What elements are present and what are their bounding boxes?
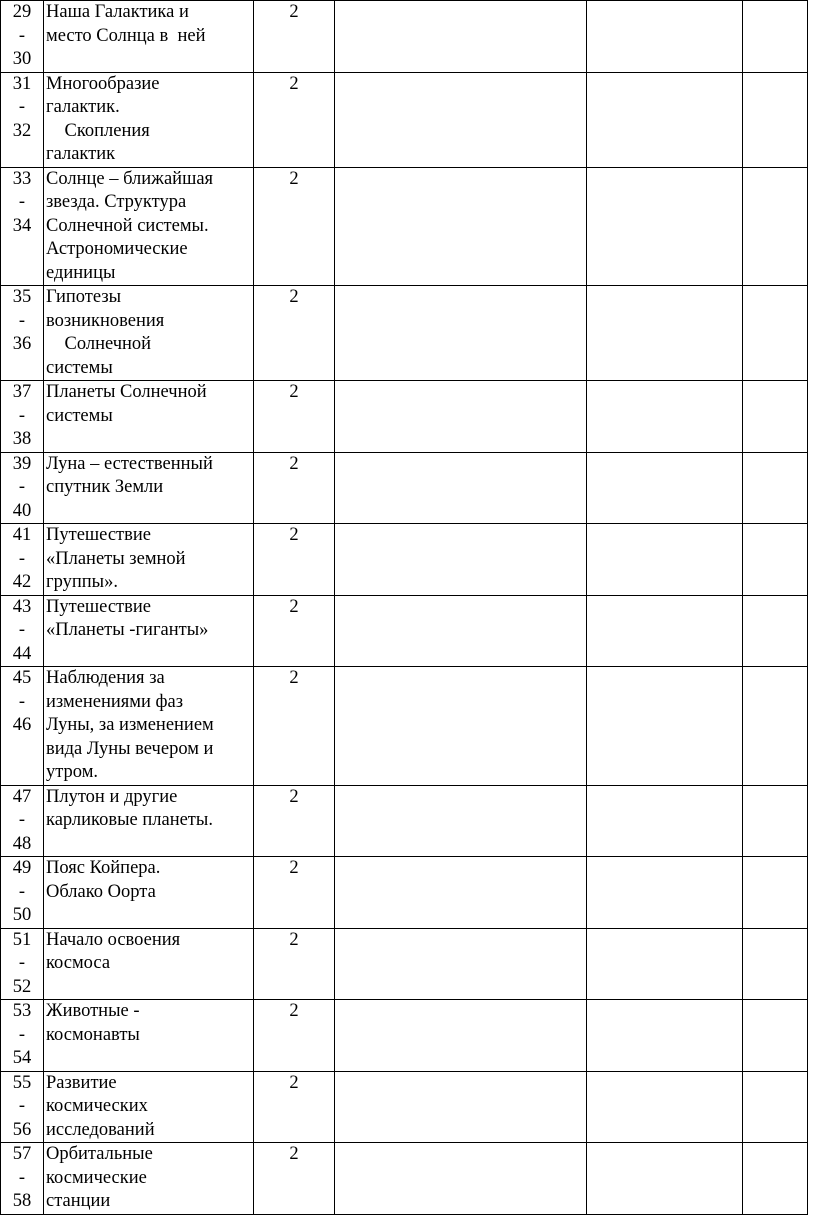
lesson-topic-line: Луна – естественный <box>46 453 213 474</box>
lesson-number-cell <box>1 1 44 73</box>
lesson-topic-cell <box>44 1000 254 1072</box>
date-actual-cell <box>587 1071 743 1143</box>
lesson-topic-line: Облако Оорта <box>46 881 156 902</box>
lesson-topic-cell <box>44 785 254 857</box>
lesson-number: 45 <box>12 668 32 688</box>
lesson-topic-line: Скопления <box>46 120 150 141</box>
lesson-number: 40 <box>12 500 32 521</box>
date-actual-cell <box>587 595 743 667</box>
lesson-number: 56 <box>12 1119 32 1140</box>
lesson-topic-cell <box>44 524 254 596</box>
date-planned-cell <box>335 381 587 453</box>
hours-cell: 2 <box>254 1143 335 1215</box>
hours-cell: 2 <box>254 1 335 73</box>
lesson-topic-line: единицы <box>46 262 116 283</box>
hours-cell: 2 <box>254 452 335 524</box>
hours-cell: 2 <box>254 167 335 286</box>
lesson-topic-line: «Планеты -гиганты» <box>46 620 209 640</box>
lesson-number-dash: - <box>18 477 26 497</box>
lesson-number-dash: - <box>18 192 26 212</box>
lesson-topic-cell <box>44 928 254 1000</box>
lesson-number-dash: - <box>18 548 26 569</box>
date-planned-cell <box>335 286 587 381</box>
lesson-topic-line: звезда. Структура <box>46 192 187 212</box>
hours-cell: 2 <box>254 1000 335 1072</box>
lesson-number: 52 <box>12 976 32 997</box>
lesson-number-cell <box>1 72 44 167</box>
lesson-number: 30 <box>12 49 32 69</box>
lesson-number-dash: - <box>18 810 26 830</box>
table-row <box>1 1000 808 1072</box>
lesson-topic-line: системы <box>46 405 113 426</box>
date-planned-cell <box>335 785 587 857</box>
hours-cell: 2 <box>254 928 335 1000</box>
date-planned-cell <box>335 667 587 786</box>
lesson-topic-line: Планеты Солнечной <box>46 382 207 402</box>
lesson-number: 47 <box>12 786 32 807</box>
lesson-number: 34 <box>12 215 32 236</box>
lesson-number-cell <box>1 167 44 286</box>
table-row <box>1 452 808 524</box>
lesson-number: 55 <box>12 1072 32 1093</box>
lesson-topic-line: станции <box>46 1191 111 1211</box>
lesson-number: 44 <box>12 643 32 664</box>
hours-cell: 2 <box>254 286 335 381</box>
lesson-topic-line: Путешествие <box>46 525 151 545</box>
hours-cell: 2 <box>254 667 335 786</box>
lesson-topic-line: вида Луны вечером и <box>46 738 214 759</box>
lesson-number: 51 <box>12 929 32 950</box>
lesson-number: 53 <box>12 1001 32 1021</box>
date-actual-cell <box>587 928 743 1000</box>
date-actual-cell <box>587 857 743 929</box>
date-planned-cell <box>335 1071 587 1143</box>
lesson-topic-cell <box>44 286 254 381</box>
lesson-topic-cell <box>44 1 254 73</box>
lesson-number-dash: - <box>18 691 26 712</box>
notes-cell <box>743 928 808 1000</box>
lesson-number: 31 <box>12 73 32 94</box>
date-planned-cell <box>335 857 587 929</box>
lesson-number-cell <box>1 1000 44 1072</box>
date-planned-cell <box>335 72 587 167</box>
lesson-topic-cell <box>44 72 254 167</box>
lesson-topic-line: галактик. <box>46 97 120 117</box>
lesson-number-cell <box>1 524 44 596</box>
notes-cell <box>743 72 808 167</box>
lesson-number: 57 <box>12 1144 32 1164</box>
lesson-topic-line: космических <box>46 1096 148 1116</box>
lesson-number-cell <box>1 667 44 786</box>
date-planned-cell <box>335 1 587 73</box>
lesson-topic-line: Гипотезы <box>46 287 122 307</box>
lesson-number: 41 <box>12 525 32 545</box>
lesson-topic-line: Путешествие <box>46 596 151 617</box>
date-planned-cell <box>335 452 587 524</box>
lesson-topic-cell <box>44 667 254 786</box>
hours-cell: 2 <box>254 857 335 929</box>
hours-cell: 2 <box>254 1071 335 1143</box>
hours-cell: 2 <box>254 595 335 667</box>
lesson-number-dash: - <box>18 25 26 46</box>
date-actual-cell <box>587 452 743 524</box>
lesson-number-cell <box>1 595 44 667</box>
lesson-number-dash: - <box>18 620 26 640</box>
notes-cell <box>743 381 808 453</box>
date-planned-cell <box>335 928 587 1000</box>
lesson-topic-line: Солнце – ближайшая <box>46 168 214 189</box>
lesson-topic-line: Солнечной системы. <box>46 215 209 236</box>
lesson-number-cell <box>1 928 44 1000</box>
notes-cell <box>743 857 808 929</box>
lesson-topic-line: космонавты <box>46 1024 140 1045</box>
lesson-topic-cell <box>44 595 254 667</box>
lesson-topic-cell <box>44 452 254 524</box>
lesson-number-dash: - <box>18 310 26 331</box>
notes-cell <box>743 1 808 73</box>
lesson-topic-line: утром. <box>46 762 99 782</box>
date-actual-cell <box>587 167 743 286</box>
lesson-number: 42 <box>12 572 32 592</box>
lesson-topic-line: Астрономические <box>46 239 188 259</box>
lesson-number: 38 <box>12 429 32 449</box>
table-row <box>1 1 808 73</box>
lesson-topic-cell <box>44 167 254 286</box>
lesson-number-cell <box>1 1071 44 1143</box>
date-actual-cell <box>587 1000 743 1072</box>
date-actual-cell <box>587 72 743 167</box>
lesson-number-cell <box>1 381 44 453</box>
lesson-topic-line: космические <box>46 1167 147 1188</box>
table-row <box>1 286 808 381</box>
lesson-number: 58 <box>12 1191 32 1211</box>
lesson-topic-line: карликовые планеты. <box>46 810 213 830</box>
hours-cell: 2 <box>254 785 335 857</box>
lesson-topic-line: возникновения <box>46 310 165 331</box>
lesson-topic-line: Плутон и другие <box>46 786 178 807</box>
notes-cell <box>743 286 808 381</box>
table-row <box>1 72 808 167</box>
lesson-number: 33 <box>12 168 32 189</box>
notes-cell <box>743 1071 808 1143</box>
date-planned-cell <box>335 595 587 667</box>
hours-cell: 2 <box>254 72 335 167</box>
table-row <box>1 524 808 596</box>
notes-cell <box>743 452 808 524</box>
lesson-number: 32 <box>12 120 32 141</box>
lesson-number: 39 <box>12 453 32 474</box>
hours-cell: 2 <box>254 381 335 453</box>
lesson-number-cell <box>1 1143 44 1215</box>
hours-cell: 2 <box>254 524 335 596</box>
lesson-number: 50 <box>12 905 32 925</box>
lesson-number-dash: - <box>18 405 26 426</box>
lesson-number-cell <box>1 452 44 524</box>
table-row <box>1 785 808 857</box>
table-row <box>1 857 808 929</box>
date-planned-cell <box>335 167 587 286</box>
lesson-topic-line: Солнечной <box>46 334 152 354</box>
notes-cell <box>743 524 808 596</box>
table-row <box>1 381 808 453</box>
lesson-number: 29 <box>12 2 32 22</box>
table-row <box>1 167 808 286</box>
lesson-topic-line: Животные - <box>46 1001 140 1021</box>
notes-cell <box>743 595 808 667</box>
lesson-topic-line: Наша Галактика и <box>46 2 189 22</box>
date-planned-cell <box>335 1143 587 1215</box>
lesson-number-dash: - <box>18 1024 26 1045</box>
lesson-number-cell <box>1 857 44 929</box>
lesson-number: 49 <box>12 858 32 878</box>
table-row <box>1 595 808 667</box>
lesson-topic-line: место Солнца в ней <box>46 25 206 46</box>
lesson-topic-line: Луны, за изменением <box>46 715 214 735</box>
date-planned-cell <box>335 1000 587 1072</box>
lesson-number-dash: - <box>18 97 26 117</box>
date-actual-cell <box>587 785 743 857</box>
lesson-topic-line: космоса <box>46 953 111 973</box>
lesson-number: 36 <box>12 334 32 354</box>
lesson-topic-cell <box>44 381 254 453</box>
date-actual-cell <box>587 286 743 381</box>
date-actual-cell <box>587 381 743 453</box>
table-row <box>1 667 808 786</box>
lesson-number: 48 <box>12 833 32 854</box>
lesson-topic-line: галактик <box>46 144 116 164</box>
lesson-number-dash: - <box>18 1167 26 1188</box>
lesson-number: 43 <box>12 596 32 617</box>
date-actual-cell <box>587 667 743 786</box>
lesson-topic-line: группы». <box>46 572 118 592</box>
lesson-topic-cell <box>44 857 254 929</box>
lesson-topic-line: исследований <box>46 1119 155 1140</box>
notes-cell <box>743 1000 808 1072</box>
lesson-number-cell <box>1 785 44 857</box>
notes-cell <box>743 167 808 286</box>
date-actual-cell <box>587 524 743 596</box>
lesson-topic-line: спутник Земли <box>46 477 164 497</box>
date-actual-cell <box>587 1 743 73</box>
lesson-topic-line: Начало освоения <box>46 929 181 950</box>
lesson-topic-cell <box>44 1143 254 1215</box>
lesson-topic-line: изменениями фаз <box>46 691 184 712</box>
date-planned-cell <box>335 524 587 596</box>
notes-cell <box>743 667 808 786</box>
lesson-number-dash: - <box>18 1096 26 1116</box>
date-actual-cell <box>587 1143 743 1215</box>
notes-cell <box>743 1143 808 1215</box>
lesson-number: 46 <box>12 715 32 735</box>
lesson-topic-cell <box>44 1071 254 1143</box>
lesson-topic-line: «Планеты земной <box>46 548 186 569</box>
lesson-number: 35 <box>12 287 32 307</box>
table-row <box>1 1143 808 1215</box>
table-row <box>1 928 808 1000</box>
lesson-number: 37 <box>12 382 32 402</box>
lesson-topic-line: Многообразие <box>46 73 160 94</box>
lesson-topic-line: Пояс Койпера. <box>46 858 161 878</box>
notes-cell <box>743 785 808 857</box>
lesson-number-dash: - <box>18 953 26 973</box>
lesson-number-dash: - <box>18 881 26 902</box>
lesson-number-cell <box>1 286 44 381</box>
lesson-topic-line: Орбитальные <box>46 1144 153 1164</box>
lesson-topic-line: Развитие <box>46 1072 117 1093</box>
lesson-topic-line: Наблюдения за <box>46 668 165 688</box>
lesson-number: 54 <box>12 1048 32 1068</box>
lesson-topic-line: системы <box>46 357 113 378</box>
table-row <box>1 1071 808 1143</box>
